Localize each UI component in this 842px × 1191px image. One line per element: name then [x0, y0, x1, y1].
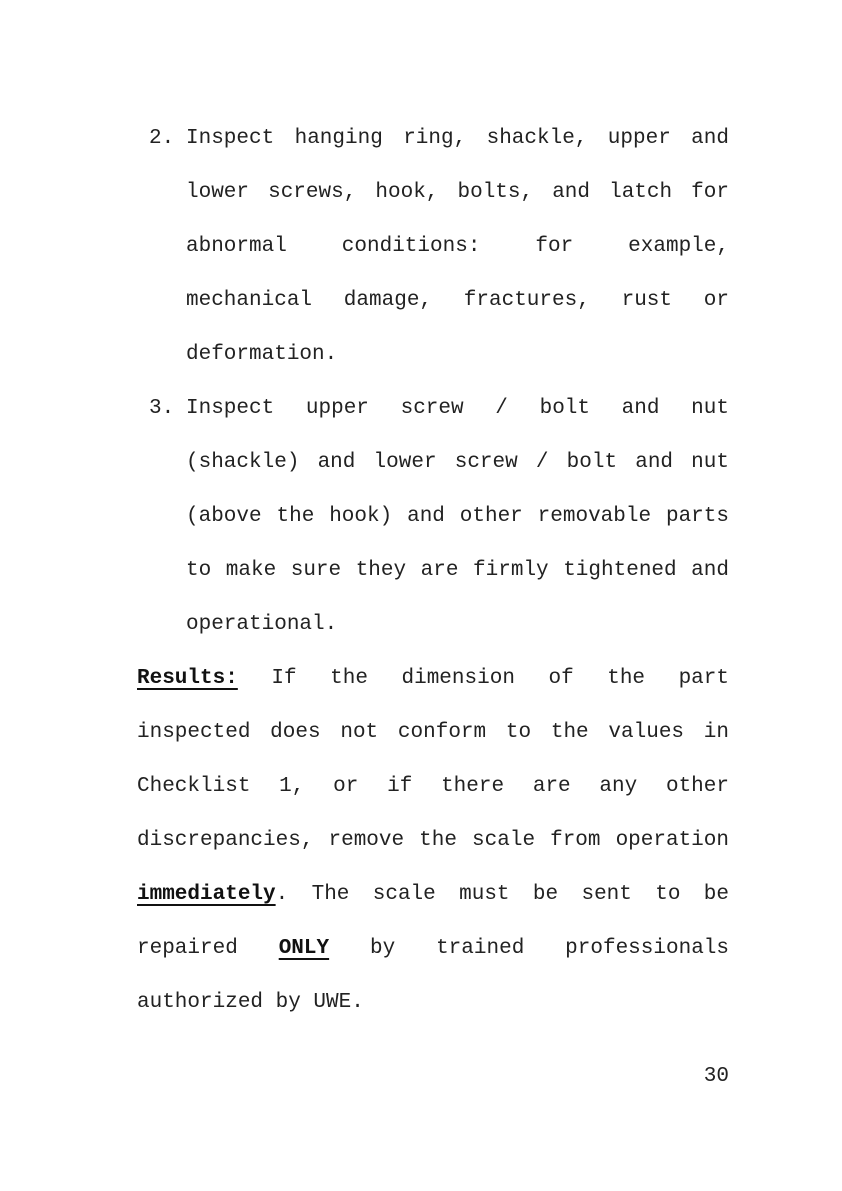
results-label: Results: — [137, 667, 238, 690]
results-text-part-1: If the dimension of the part inspected does not conform to the values in Checklist 1, or if there are any other discrepancies, remove the scale from operation — [137, 667, 729, 852]
page-number: 30 — [703, 1065, 729, 1088]
emphasis-immediately: immediately — [137, 883, 276, 906]
list-item-number: 3. — [149, 397, 175, 420]
emphasis-only: ONLY — [278, 937, 330, 960]
list-item-text: Inspect upper screw / bolt and nut (shackle) and lower screw / bolt and nut (above the hook) and other removable parts to make sure they are firmly tightened and operational. — [186, 397, 729, 636]
list-item-2 — [137, 112, 729, 382]
list-item-3 — [137, 382, 729, 652]
list-item-number: 2. — [149, 127, 175, 150]
results-paragraph — [137, 652, 729, 1030]
document-page — [137, 112, 729, 1030]
results-text-part-2: . The scale must be sent to be repaired — [137, 883, 729, 960]
results-text-part-3: by trained professionals authorized by UWE. — [137, 937, 729, 1014]
list-item-text: Inspect hanging ring, shackle, upper and lower screws, hook, bolts, and latch for abnormal conditions: for example, mechanical damage, fractures, rust or deformation. — [186, 127, 729, 366]
